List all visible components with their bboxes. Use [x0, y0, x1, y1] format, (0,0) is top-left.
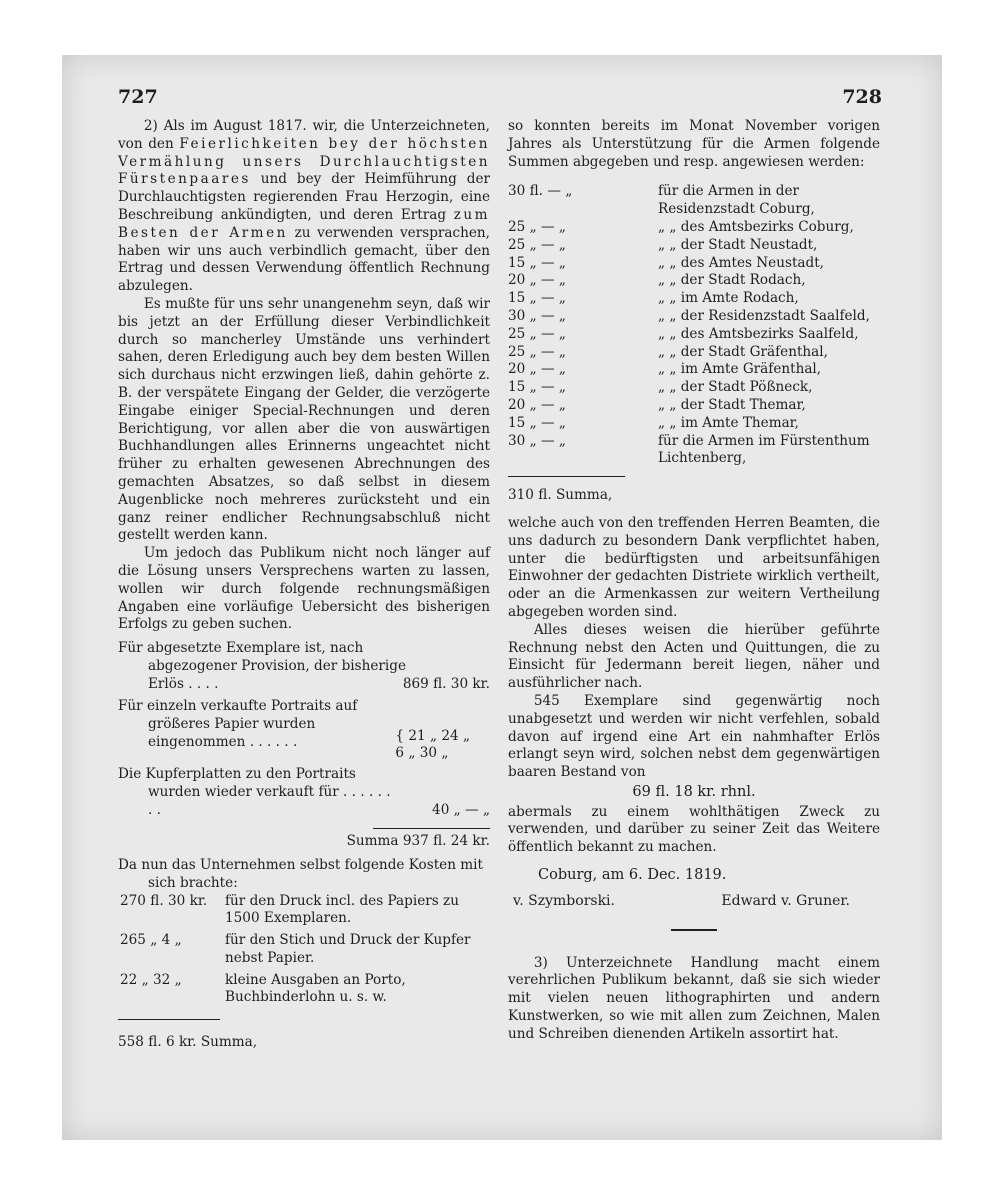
distribution-row [508, 415, 880, 433]
distribution-amount: 25 „ — „ [508, 325, 566, 342]
cost-text: für den Stich und Druck der Kupfer nebst Papier. [225, 932, 471, 966]
paragraph-announcement: 2) Als im August 1817. wir, die Unterzeichneten, von den Feierlichkeiten bey der höchsten Vermählung unsers Durchlauchtigsten Fürstenpaares und bey der Heimführung der Durchlauchtigsten regierenden Frau Herzogin, eine Beschreibung ankündigten, und deren Ertrag zum Besten der Armen zu verwenden versprachen, haben wir uns auch verbindlich gemacht, über den Ertrag und dessen Verwendung öffentlich Rechnung abzulegen. [118, 118, 490, 295]
distribution-amount: 15 „ — „ [508, 379, 566, 396]
distribution-row [508, 183, 880, 219]
costs-total: 558 fl. 6 kr. Summa, [118, 1034, 258, 1051]
distribution-recipient: „ „ der Residenzstadt Saalfeld, [658, 307, 870, 324]
paragraph-distribution-intro: so konnten bereits im Monat November vorigen Jahres als Unterstützung für die Armen folgende Summen abgegeben und resp. angewiesen werden: [508, 118, 880, 170]
distribution-amount: 15 „ — „ [508, 290, 566, 307]
sum-rule [508, 476, 625, 477]
income-entry: Die Kupferplatten zu den Portraits wurden wieder verkauft für . . . . . . . . 40 „ — „ [118, 766, 490, 819]
income-amount: { 21 „ 24 „ 6 „ 30 „ [395, 728, 470, 762]
costs-intro: Da nun das Unternehmen selbst folgende Kosten mit sich brachte: [118, 856, 483, 891]
distribution-amount: 20 „ — „ [508, 272, 566, 289]
section-divider [671, 929, 717, 931]
signatures [508, 893, 880, 911]
distribution-amount: 20 „ — „ [508, 396, 566, 413]
income-list [118, 640, 490, 820]
distribution-recipient: für die Armen im Fürstenthum Lichtenberg, [658, 432, 870, 467]
distribution-row [508, 326, 880, 344]
cost-entry [118, 972, 490, 1008]
page-number-right: 728 [842, 86, 882, 108]
distribution-row [508, 361, 880, 379]
distribution-recipient: „ „ der Stadt Pößneck, [658, 379, 813, 396]
income-total: Summa 937 fl. 24 kr. [346, 833, 490, 850]
income-entry: Für einzeln verkaufte Portraits auf größeres Papier wurden eingenommen . . . . . . { 21 „ 24 „ 6 „ 30 „ [118, 698, 470, 762]
paragraph-delay: Es mußte für uns sehr unangenehm seyn, daß wir bis jetzt an der Erfüllung dieser Verbindlichkeit durch so mancherley Umstände uns verhindert sahen, deren Erledigung auch bey dem besten Willen sich durchaus nicht erzwingen ließ, dahin gehörte z. B. der verspätete Eingang der Gelder, die verzögerte Eingabe einiger Special-Rechnungen und deren Berichtigung, vor allen aber die von auswärtigen Buchhandlungen alles Erinnerns ungeachtet nicht früher zu erhalten gewesenen Abrechnungen des gemachten Absatzes, so daß selbst in diesem Augenblicke noch mehreres zurücksteht und ein ganz reiner endlicher Rechnungsabschluß nicht gestellt werden kann. [118, 295, 490, 544]
cost-entry [118, 932, 490, 968]
distribution-amount: 30 „ — „ [508, 307, 566, 324]
right-column [508, 118, 880, 1044]
paragraph-officials: welche auch von den treffenden Herren Beamten, die uns dadurch zu besondern Dank verpflichtet haben, unter die bedürftigsten und arbeitsunfähigen Einwohner der gedachten Distriete wirklich vertheilt, oder an die Armenkassen zur weitern Vertheilung abgegeben worden sind. [508, 514, 880, 620]
cost-text: für den Druck incl. des Papiers zu 1500 Exemplaren. [225, 892, 459, 927]
distribution-row [508, 272, 880, 290]
distribution-recipient: „ „ der Stadt Themar, [658, 396, 806, 413]
sum-rule [118, 1019, 220, 1020]
distribution-row [508, 344, 880, 362]
paragraph-art-shop: 3) Unterzeichnete Handlung macht einem verehrlichen Publikum bekannt, daß sie sich wieder mit vielen neuen lithographirten und andern Kunstwerken, so wie mit allen zum Zeichnen, Malen und Schreiben dienenden Artikeln assortirt hat. [508, 954, 880, 1042]
cost-amount: 22 „ 32 „ [120, 971, 182, 988]
distribution-recipient: „ „ im Amte Gräfenthal, [658, 361, 822, 378]
distribution-row [508, 379, 880, 397]
distribution-amount: 30 „ — „ [508, 432, 566, 449]
cash-balance: 69 fl. 18 kr. rhnl. [632, 783, 756, 800]
distribution-row [508, 290, 880, 308]
distribution-recipient: „ „ im Amte Rodach, [658, 290, 799, 307]
cost-text: kleine Ausgaben an Porto, Buchbinderlohn u. s. w. [225, 971, 406, 1006]
distribution-amount: 20 „ — „ [508, 361, 566, 378]
distribution-row [508, 308, 880, 326]
distribution-recipient: „ „ des Amtes Neustadt, [658, 254, 825, 271]
distribution-row [508, 255, 880, 273]
spaced-emphasis: zum Besten der Armen [118, 206, 490, 241]
distribution-amount: 30 fl. — „ [508, 183, 573, 200]
place-date: Coburg, am 6. Dec. 1819. [538, 867, 727, 884]
distribution-row [508, 433, 880, 469]
income-amount: 869 fl. 30 kr. [402, 676, 490, 693]
signature-gruner: Edward v. Gruner. [721, 892, 850, 909]
distribution-amount: 25 „ — „ [508, 218, 566, 235]
cost-amount: 270 fl. 30 kr. [120, 892, 208, 909]
paragraph-future-use: abermals zu einem wohlthätigen Zweck zu verwenden, und darüber zu seiner Zeit das Weitere öffentlich bekannt zu machen. [508, 803, 880, 856]
paragraph-overview: Um jedoch das Publikum nicht noch länger auf die Lösung unsers Versprechens warten zu lassen, wollen wir durch folgende rechnungsmäßigen Angaben eine vorläufige Uebersicht des bisherigen Erfolgs zu geben suchen. [118, 545, 490, 633]
paragraph-records: Alles dieses weisen die hierüber geführte Rechnung nebst den Acten und Quittungen, die zu Einsicht für Jedermann bereit liegen, näher und ausführlicher nach. [508, 621, 880, 692]
sum-rule [373, 828, 490, 829]
cost-entry [118, 893, 490, 929]
left-column [118, 118, 490, 1052]
signature-szymborski: v. Szymborski. [513, 892, 615, 909]
distribution-row [508, 219, 880, 237]
distribution-recipient: für die Armen in der Residenzstadt Coburg, [658, 183, 815, 218]
income-entry: Für abgesetzte Exemplare ist, nach abgezogener Provision, der bisherige Erlös . . . . 869 fl. 30 kr. [118, 640, 490, 693]
distribution-row [508, 397, 880, 415]
distribution-recipient: „ „ der Stadt Gräfenthal, [658, 343, 828, 360]
spaced-emphasis: Feierlichkeiten bey der höchsten Vermählung unsers Durchlauchtigsten Fürstenpaares [118, 135, 490, 188]
income-amount: 40 „ — „ [432, 802, 490, 819]
distribution-recipient: „ „ des Amtsbezirks Saalfeld, [658, 325, 859, 342]
distribution-recipient: „ „ der Stadt Rodach, [658, 272, 806, 289]
paragraph-remaining-copies: 545 Exemplare sind gegenwärtig noch unabgesetzt und werden wir nicht verfehlen, sobald davon auf irgend eine Art ein nahmhafter Erlös erlangt seyn wird, solchen nebst dem gegenwärtigen baaren Bestand von [508, 692, 880, 781]
distribution-total: 310 fl. Summa, [508, 487, 613, 504]
distribution-recipient: „ „ im Amte Themar, [658, 414, 800, 431]
page-number-left: 727 [118, 86, 158, 108]
distribution-amount: 25 „ — „ [508, 236, 566, 253]
distribution-recipient: „ „ der Stadt Neustadt, [658, 236, 818, 253]
costs-list [118, 893, 490, 1008]
distribution-table [508, 183, 880, 468]
distribution-amount: 15 „ — „ [508, 414, 566, 431]
cost-amount: 265 „ 4 „ [120, 932, 182, 949]
distribution-row [508, 237, 880, 255]
distribution-amount: 25 „ — „ [508, 343, 566, 360]
distribution-amount: 15 „ — „ [508, 254, 566, 271]
distribution-recipient: „ „ des Amtsbezirks Coburg, [658, 218, 854, 235]
